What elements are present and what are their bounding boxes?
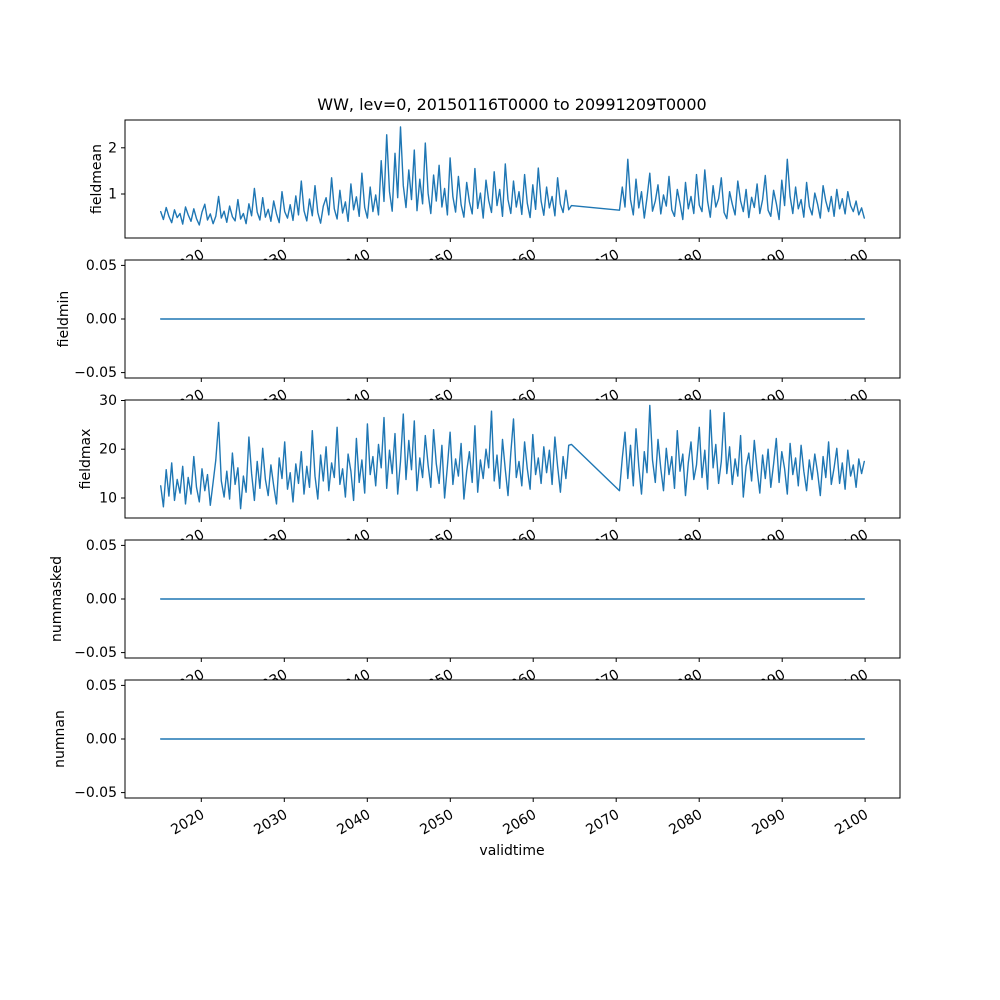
y-tick-label: −0.05 [74, 785, 117, 802]
y-tick-label: 0.05 [85, 257, 117, 274]
x-tick-label: 2050 [417, 806, 457, 839]
y-tick-label: 0.05 [85, 537, 117, 554]
y-tick-label: 0.00 [85, 311, 117, 328]
x-tick-label: 2070 [583, 806, 623, 839]
x-tick-label: 2030 [251, 806, 291, 839]
y-tick-label: 20 [99, 441, 117, 458]
y-tick-label: −0.05 [74, 365, 117, 382]
subplot-fieldmean [108, 120, 900, 278]
y-axis-label-numnan: numnan [52, 710, 68, 768]
subplot-fieldmax [99, 393, 900, 558]
y-tick-label: 0.05 [85, 677, 117, 694]
subplot-nummasked [74, 538, 900, 698]
subplot-numnan [74, 678, 900, 838]
x-tick-label: 2040 [334, 806, 374, 839]
y-tick-label: 10 [99, 490, 117, 507]
y-tick-label: 0.00 [85, 731, 117, 748]
y-tick-label: 2 [108, 140, 117, 157]
x-tick-label: 2090 [749, 806, 789, 839]
axes-frame [125, 120, 900, 238]
y-axis-label-nummasked: nummasked [49, 556, 65, 643]
x-tick-label: 2060 [500, 806, 540, 839]
y-axis-label-fieldmin: fieldmin [56, 290, 72, 348]
y-tick-label: −0.05 [74, 645, 117, 662]
y-tick-label: 0.00 [85, 591, 117, 608]
y-axis-label-fieldmean: fieldmean [89, 144, 105, 214]
x-axis-label: validtime [479, 843, 545, 859]
x-tick-label: 2020 [168, 806, 208, 839]
y-axis-label-fieldmax: fieldmax [78, 428, 94, 490]
x-tick-label: 2080 [666, 806, 706, 839]
y-tick-label: 1 [108, 186, 117, 203]
chart-title: WW, lev=0, 20150116T0000 to 20991209T0000 [317, 95, 707, 114]
y-tick-label: 30 [99, 393, 117, 409]
subplot-fieldmin [74, 258, 900, 418]
x-tick-label: 2100 [832, 806, 872, 839]
